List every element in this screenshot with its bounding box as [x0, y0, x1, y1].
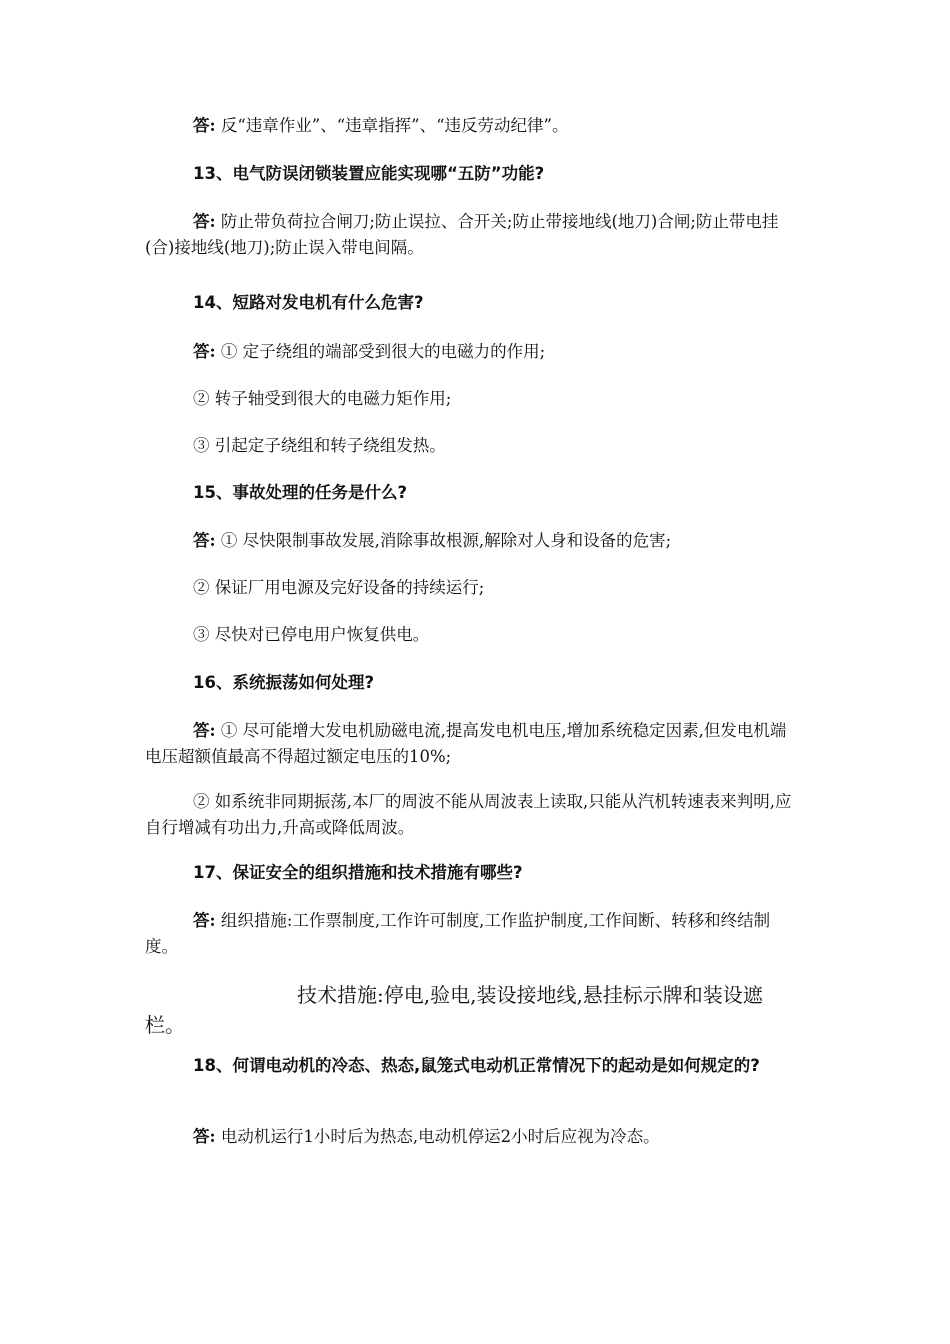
answer-label: 答:	[193, 212, 216, 231]
answer-item: 技术措施:停电,验电,装设接地线,悬挂标示牌和装设遮栏。	[145, 983, 763, 1037]
answer-item: ③ 引起定子绕组和转子绕组发热。	[193, 436, 446, 455]
answer-label: 答:	[193, 911, 216, 930]
answer-paragraph	[145, 908, 801, 960]
answer-paragraph	[145, 528, 801, 554]
answer-item: ③ 尽快对已停电用户恢复供电。	[193, 625, 430, 644]
answer-paragraph	[145, 209, 801, 261]
answer-text: 反“违章作业”、“违章指挥”、“违反劳动纪律”。	[220, 116, 569, 135]
answer-text: 防止带负荷拉合闸刀;防止误拉、合开关;防止带接地线(地刀)合闸;防止带电挂(合)接地线(地刀);防止误入带电间隔。	[145, 212, 779, 257]
question-heading: 17、保证安全的组织措施和技术措施有哪些?	[193, 863, 523, 882]
question-heading: 13、电气防误闭锁装置应能实现哪“五防”功能?	[193, 164, 545, 183]
question-heading: 16、系统振荡如何处理?	[193, 673, 375, 692]
answer-label: 答:	[193, 721, 216, 740]
answer-paragraph	[145, 1124, 801, 1150]
question-heading: 15、事故处理的任务是什么?	[193, 483, 408, 502]
answer-text: ① 尽快限制事故发展,消除事故根源,解除对人身和设备的危害;	[220, 531, 672, 550]
answer-item: ② 保证厂用电源及完好设备的持续运行;	[193, 578, 485, 597]
answer-label: 答:	[193, 342, 216, 361]
answer-label: 答:	[193, 531, 216, 550]
answer-text: 电动机运行1小时后为热态,电动机停运2小时后应视为冷态。	[220, 1127, 660, 1146]
answer-label: 答:	[193, 1127, 216, 1146]
answer-paragraph	[145, 113, 801, 139]
answer-text: 组织措施:工作票制度,工作许可制度,工作监护制度,工作间断、转移和终结制度。	[145, 911, 771, 956]
answer-item: ② 转子轴受到很大的电磁力矩作用;	[193, 389, 452, 408]
question-heading: 14、短路对发电机有什么危害?	[193, 293, 424, 312]
answer-item: ② 如系统非同期振荡,本厂的周波不能从周波表上读取,只能从汽机转速表来判明,应自行增减有功出力,升高或降低周波。	[145, 792, 792, 837]
answer-paragraph	[145, 339, 801, 365]
answer-paragraph	[145, 718, 801, 770]
question-heading: 18、何谓电动机的冷态、热态,鼠笼式电动机正常情况下的起动是如何规定的?	[193, 1056, 760, 1075]
answer-text: ① 定子绕组的端部受到很大的电磁力的作用;	[220, 342, 546, 361]
answer-label: 答:	[193, 116, 216, 135]
answer-text: ① 尽可能增大发电机励磁电流,提高发电机电压,增加系统稳定因素,但发电机端电压超额值最高不得超过额定电压的10%;	[145, 721, 787, 766]
